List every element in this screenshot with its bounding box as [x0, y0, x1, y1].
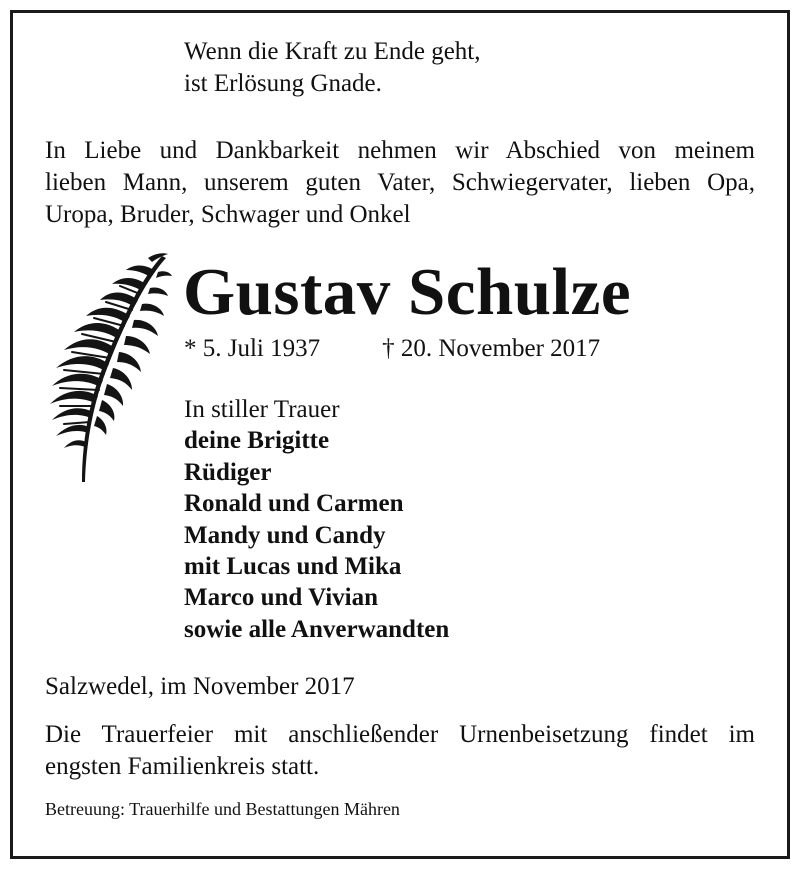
mourner-name: sowie alle Anverwandten: [184, 615, 450, 643]
place-and-date: Salzwedel, im November 2017: [45, 673, 355, 700]
mourner-name: Ronald und Carmen: [184, 490, 404, 518]
mourning-lead: In stiller Trauer: [184, 396, 340, 423]
ceremony-line-1: Die Trauerfeier mit anschließender Urnenbeisetzung findet im: [45, 721, 755, 748]
deceased-name: Gustav Schulze: [183, 255, 632, 329]
mourner-name: Mandy und Candy: [184, 521, 386, 549]
mourner-name: mit Lucas und Mika: [184, 553, 402, 581]
mourner-name: Rüdiger: [184, 458, 272, 486]
intro-text: [45, 135, 755, 231]
mourners-list: [184, 394, 449, 645]
life-dates: [184, 333, 600, 365]
palm-frond-icon: [44, 250, 172, 486]
mourner-name: Marco und Vivian: [184, 584, 379, 612]
verse-line-1: Wenn die Kraft zu Ende geht,: [184, 38, 481, 65]
birth-date: * 5. Juli 1937: [184, 335, 321, 362]
intro-line-1: In Liebe und Dankbarkeit nehmen wir Abschied von meinem: [45, 137, 755, 164]
ceremony-info: [45, 719, 755, 783]
funeral-care-credit: Betreuung: Trauerhilfe und Bestattungen Mähren: [45, 799, 400, 819]
verse-line-2: ist Erlösung Gnade.: [184, 70, 382, 97]
intro-line-3: Uropa, Bruder, Schwager und Onkel: [45, 201, 411, 228]
death-date: † 20. November 2017: [382, 335, 601, 362]
ceremony-line-2: engsten Familienkreis statt.: [45, 753, 320, 780]
verse: [184, 36, 480, 100]
intro-line-2: lieben Mann, unserem guten Vater, Schwiegervater, lieben Opa,: [45, 169, 755, 196]
mourner-name: deine Brigitte: [184, 427, 330, 455]
